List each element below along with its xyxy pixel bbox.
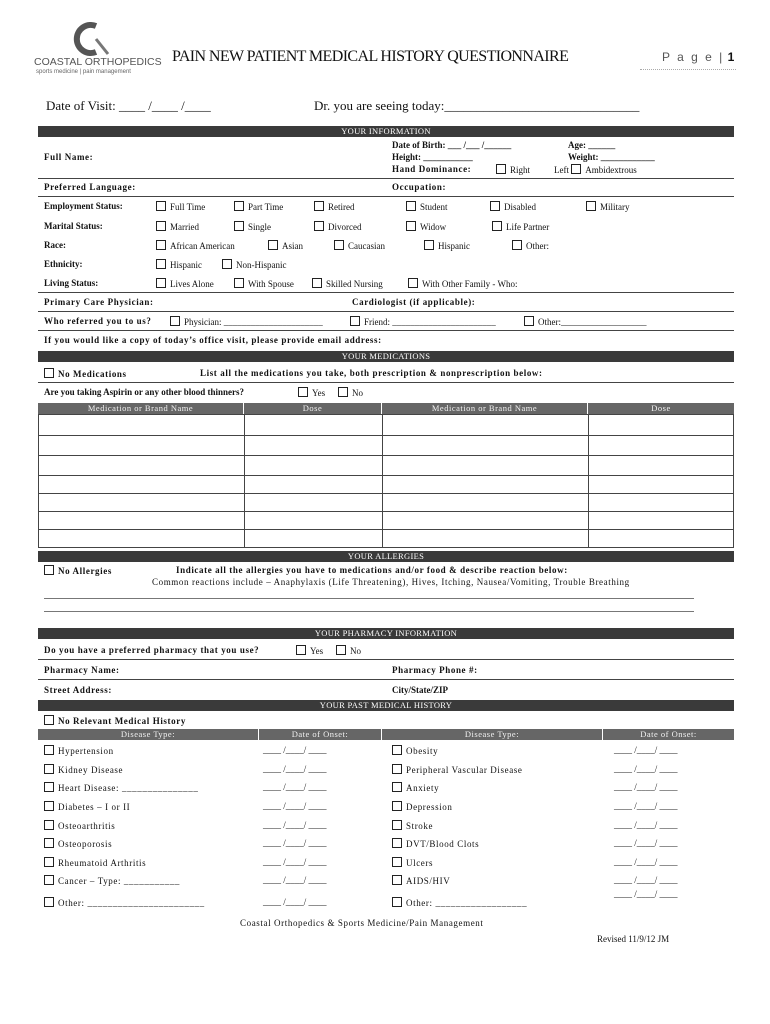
pharmacy-no-option[interactable]: No [336,645,361,656]
checkbox-icon[interactable] [334,240,344,250]
checkbox-icon[interactable] [392,875,402,885]
logo [30,22,160,80]
living-label: Living Status: [44,278,99,288]
referred-label: Who referred you to us? [44,316,152,326]
checkbox-icon[interactable] [156,221,166,231]
onset-date-field[interactable]: ____ /____/ ____ [263,801,327,811]
hand-dominance-label: Hand Dominance: [392,164,472,174]
history-item[interactable]: DVT/Blood Clots [392,838,479,849]
date-of-visit[interactable]: Date of Visit: ____ /____ /____ [46,98,211,113]
history-item[interactable]: Osteoporosis [44,838,112,849]
checkbox-icon[interactable] [424,240,434,250]
checkbox-icon[interactable] [406,221,416,231]
onset-date-field[interactable]: ____ /____/ ____ [614,838,678,848]
checkbox-icon[interactable] [490,201,500,211]
onset-date-field[interactable]: ____ /____/ ____ [614,801,678,811]
onset-date-field[interactable]: ____ /____/ ____ [263,764,327,774]
history-item[interactable]: Cancer – Type: ___________ [44,875,180,886]
history-col-onset-2: Date of Onset: [603,729,734,740]
copy-request-label[interactable]: If you would like a copy of today’s office visit, please provide email address: [44,335,382,345]
history-col-disease-2: Disease Type: [382,729,602,740]
checkbox-icon[interactable] [170,316,180,326]
race-asian-option[interactable]: Asian [268,240,303,251]
onset-date-field[interactable]: ____ /____/ ____ [263,897,327,907]
meds-col-dose-1: Dose [244,403,381,414]
pharmacy-yes-option[interactable]: Yes [296,645,323,656]
onset-date-field[interactable]: ____ /____/ ____ [614,820,678,830]
checkbox-icon[interactable] [406,201,416,211]
checkbox-icon[interactable] [298,387,308,397]
mar-divorced-option[interactable]: Divorced [314,221,362,232]
ref-physician-option[interactable]: Physician: ______________________ [170,316,323,327]
checkbox-icon[interactable] [268,240,278,250]
onset-date-field[interactable]: ____ /____/ ____ [263,838,327,848]
checkbox-icon[interactable] [392,782,402,792]
checkbox-icon[interactable] [350,316,360,326]
history-item[interactable]: Heart Disease: _______________ [44,782,198,793]
checkbox-icon[interactable] [312,278,322,288]
onset-date-field[interactable]: ____ /____/ ____ [614,889,678,899]
onset-date-field[interactable]: ____ /____/ ____ [614,875,678,885]
checkbox-icon[interactable] [44,801,54,811]
history-item[interactable]: Osteoarthritis [44,820,115,831]
onset-date-field[interactable]: ____ /____/ ____ [614,745,678,755]
checkbox-icon[interactable] [408,278,418,288]
dob-label[interactable]: Date of Birth: ___ /___ /______ [392,140,512,150]
onset-date-field[interactable]: ____ /____/ ____ [614,782,678,792]
mar-married-option[interactable]: Married [156,221,199,232]
checkbox-icon[interactable] [392,897,402,907]
checkbox-icon[interactable] [44,745,54,755]
checkbox-icon[interactable] [44,368,54,378]
aspirin-no-option[interactable]: No [338,387,363,398]
history-item[interactable]: Kidney Disease [44,764,123,775]
checkbox-icon[interactable] [234,221,244,231]
emp-retired-option[interactable]: Retired [314,201,355,212]
ethnicity-label: Ethnicity: [44,259,83,269]
logo-tagline: sports medicine | pain management [36,69,131,75]
city-state-zip-label[interactable]: City/State/ZIP [392,685,448,695]
race-hispanic-option[interactable]: Hispanic [424,240,470,251]
history-item[interactable]: Obesity [392,745,438,756]
meds-col-dose-2: Dose [588,403,734,414]
pharmacy-bar: YOUR PHARMACY INFORMATION [38,628,734,639]
checkbox-icon[interactable] [156,201,166,211]
checkbox-icon[interactable] [314,201,324,211]
checkbox-icon[interactable] [392,801,402,811]
checkbox-icon[interactable] [156,240,166,250]
checkbox-icon[interactable] [512,240,522,250]
checkbox-icon[interactable] [392,764,402,774]
checkbox-icon[interactable] [314,221,324,231]
pharmacy-name-label[interactable]: Pharmacy Name: [44,665,120,675]
cardiologist-label[interactable]: Cardiologist (if applicable): [352,297,476,307]
checkbox-icon[interactable] [44,838,54,848]
checkbox-icon[interactable] [496,164,506,174]
checkbox-icon[interactable] [524,316,534,326]
checkbox-icon[interactable] [336,645,346,655]
history-item[interactable]: Peripheral Vascular Disease [392,764,523,775]
mar-partner-option[interactable]: Life Partner [492,221,549,232]
checkbox-icon[interactable] [338,387,348,397]
checkbox-icon[interactable] [392,745,402,755]
history-item[interactable]: Rheumatoid Arthritis [44,857,146,868]
allergies-bar: YOUR ALLERGIES [38,551,734,562]
street-address-label[interactable]: Street Address: [44,685,112,695]
marital-label: Marital Status: [44,221,103,231]
weight-label[interactable]: Weight: ____________ [568,152,655,162]
checkbox-icon[interactable] [492,221,502,231]
allergies-instruction: Indicate all the allergies you have to medications and/or food & describe reaction below: [176,565,568,575]
onset-date-field[interactable]: ____ /____/ ____ [614,857,678,867]
history-item[interactable]: Hypertension [44,745,114,756]
liv-skilled-option[interactable]: Skilled Nursing [312,278,383,289]
dr-seeing-today[interactable]: Dr. you are seeing today:______________________________ [314,98,640,113]
eth-hispanic-option[interactable]: Hispanic [156,259,202,270]
checkbox-icon[interactable] [234,201,244,211]
mar-widow-option[interactable]: Widow [406,221,446,232]
checkbox-icon[interactable] [571,164,581,174]
allergies-common: Common reactions include – Anaphylaxis (Life Threatening), Hives, Itching, Nausea/Vomiting, Trouble Breathing [152,577,630,587]
emp-disabled-option[interactable]: Disabled [490,201,536,212]
aspirin-question: Are you taking Aspirin or any other blood thinners? [44,387,245,397]
history-item[interactable]: Stroke [392,820,433,831]
emp-full-option[interactable]: Full Time [156,201,205,212]
history-item[interactable]: Diabetes – I or II [44,801,130,812]
onset-date-field[interactable]: ____ /____/ ____ [263,820,327,830]
page-number: 1 [727,50,735,64]
eth-non-option[interactable]: Non-Hispanic [222,259,287,270]
checkbox-icon[interactable] [44,820,54,830]
onset-date-field[interactable]: ____ /____/ ____ [263,745,327,755]
checkbox-icon[interactable] [156,259,166,269]
race-other-option[interactable]: Other: [512,240,549,251]
liv-spouse-option[interactable]: With Spouse [234,278,294,289]
medications-table[interactable] [38,414,734,548]
meds-bar: YOUR MEDICATIONS [38,351,734,362]
pcp-label[interactable]: Primary Care Physician: [44,297,154,307]
race-caucasian-option[interactable]: Caucasian [334,240,385,251]
checkbox-icon[interactable] [392,820,402,830]
checkbox-icon[interactable] [44,764,54,774]
checkbox-icon[interactable] [44,875,54,885]
occupation-label[interactable]: Occupation: [392,182,447,192]
history-item[interactable]: Anxiety [392,782,439,793]
page-title: PAIN NEW PATIENT MEDICAL HISTORY QUESTIONNAIRE [172,48,569,65]
age-label[interactable]: Age: ______ [568,140,616,150]
page-number-label [662,50,734,64]
checkbox-icon[interactable] [392,838,402,848]
hand-right-option[interactable]: Right [496,164,530,175]
page-label: P a g e | [662,50,725,64]
checkbox-icon[interactable] [156,278,166,288]
no-allergies-option[interactable]: No Allergies [44,565,112,576]
allergy-line[interactable] [44,598,694,599]
no-meds-option[interactable]: No Medications [44,368,127,379]
allergy-line[interactable] [44,611,694,612]
footer-org: Coastal Orthopedics & Sports Medicine/Pain Management [240,918,484,928]
history-item[interactable]: Other: __________________ [392,897,527,908]
checkbox-icon[interactable] [44,782,54,792]
history-col-disease-1: Disease Type: [38,729,258,740]
footer-revised: Revised 11/9/12 JM [597,934,670,944]
hand-left-option[interactable]: Left Ambidextrous [554,165,637,175]
history-col-onset-1: Date of Onset: [259,729,381,740]
emp-student-option[interactable]: Student [406,201,448,212]
liv-alone-option[interactable]: Lives Alone [156,278,214,289]
checkbox-icon[interactable] [234,278,244,288]
onset-date-field[interactable]: ____ /____/ ____ [263,875,327,885]
history-item[interactable]: Ulcers [392,857,433,868]
history-bar: YOUR PAST MEDICAL HISTORY [38,700,734,711]
onset-date-field[interactable]: ____ /____/ ____ [263,857,327,867]
checkbox-icon[interactable] [44,565,54,575]
ref-other-option[interactable]: Other:___________________ [524,316,647,327]
mar-single-option[interactable]: Single [234,221,271,232]
history-item[interactable]: Depression [392,801,453,812]
emp-military-option[interactable]: Military [586,201,630,212]
pharmacy-phone-label[interactable]: Pharmacy Phone #: [392,665,478,675]
checkbox-icon[interactable] [44,715,54,725]
info-bar: YOUR INFORMATION [38,126,734,137]
logo-mark-icon [66,22,114,58]
preferred-language-label[interactable]: Preferred Language: [44,182,136,192]
pharmacy-question: Do you have a preferred pharmacy that you use? [44,645,260,655]
history-item[interactable]: AIDS/HIV [392,875,450,886]
onset-date-field[interactable]: ____ /____/ ____ [614,764,678,774]
employment-label: Employment Status: [44,201,123,211]
checkbox-icon[interactable] [586,201,596,211]
history-item[interactable]: Other: _______________________ [44,897,205,908]
emp-part-option[interactable]: Part Time [234,201,283,212]
checkbox-icon[interactable] [44,897,54,907]
meds-col-name-1: Medication or Brand Name [38,403,243,414]
aspirin-yes-option[interactable]: Yes [298,387,325,398]
full-name-label[interactable]: Full Name: [44,152,94,162]
checkbox-icon[interactable] [44,857,54,867]
ref-friend-option[interactable]: Friend: _______________________ [350,316,496,327]
liv-family-option[interactable]: With Other Family - Who: [408,278,517,289]
no-history-option[interactable]: No Relevant Medical History [44,715,186,726]
meds-col-name-2: Medication or Brand Name [382,403,587,414]
onset-date-field[interactable]: ____ /____/ ____ [263,782,327,792]
logo-brand: COASTAL ORTHOPEDICS [34,56,162,68]
height-label[interactable]: Height: ___________ [392,152,473,162]
race-label: Race: [44,240,66,250]
checkbox-icon[interactable] [392,857,402,867]
meds-instruction: List all the medications you take, both prescription & nonprescription below: [200,368,543,378]
checkbox-icon[interactable] [222,259,232,269]
race-aa-option[interactable]: African American [156,240,235,251]
checkbox-icon[interactable] [296,645,306,655]
